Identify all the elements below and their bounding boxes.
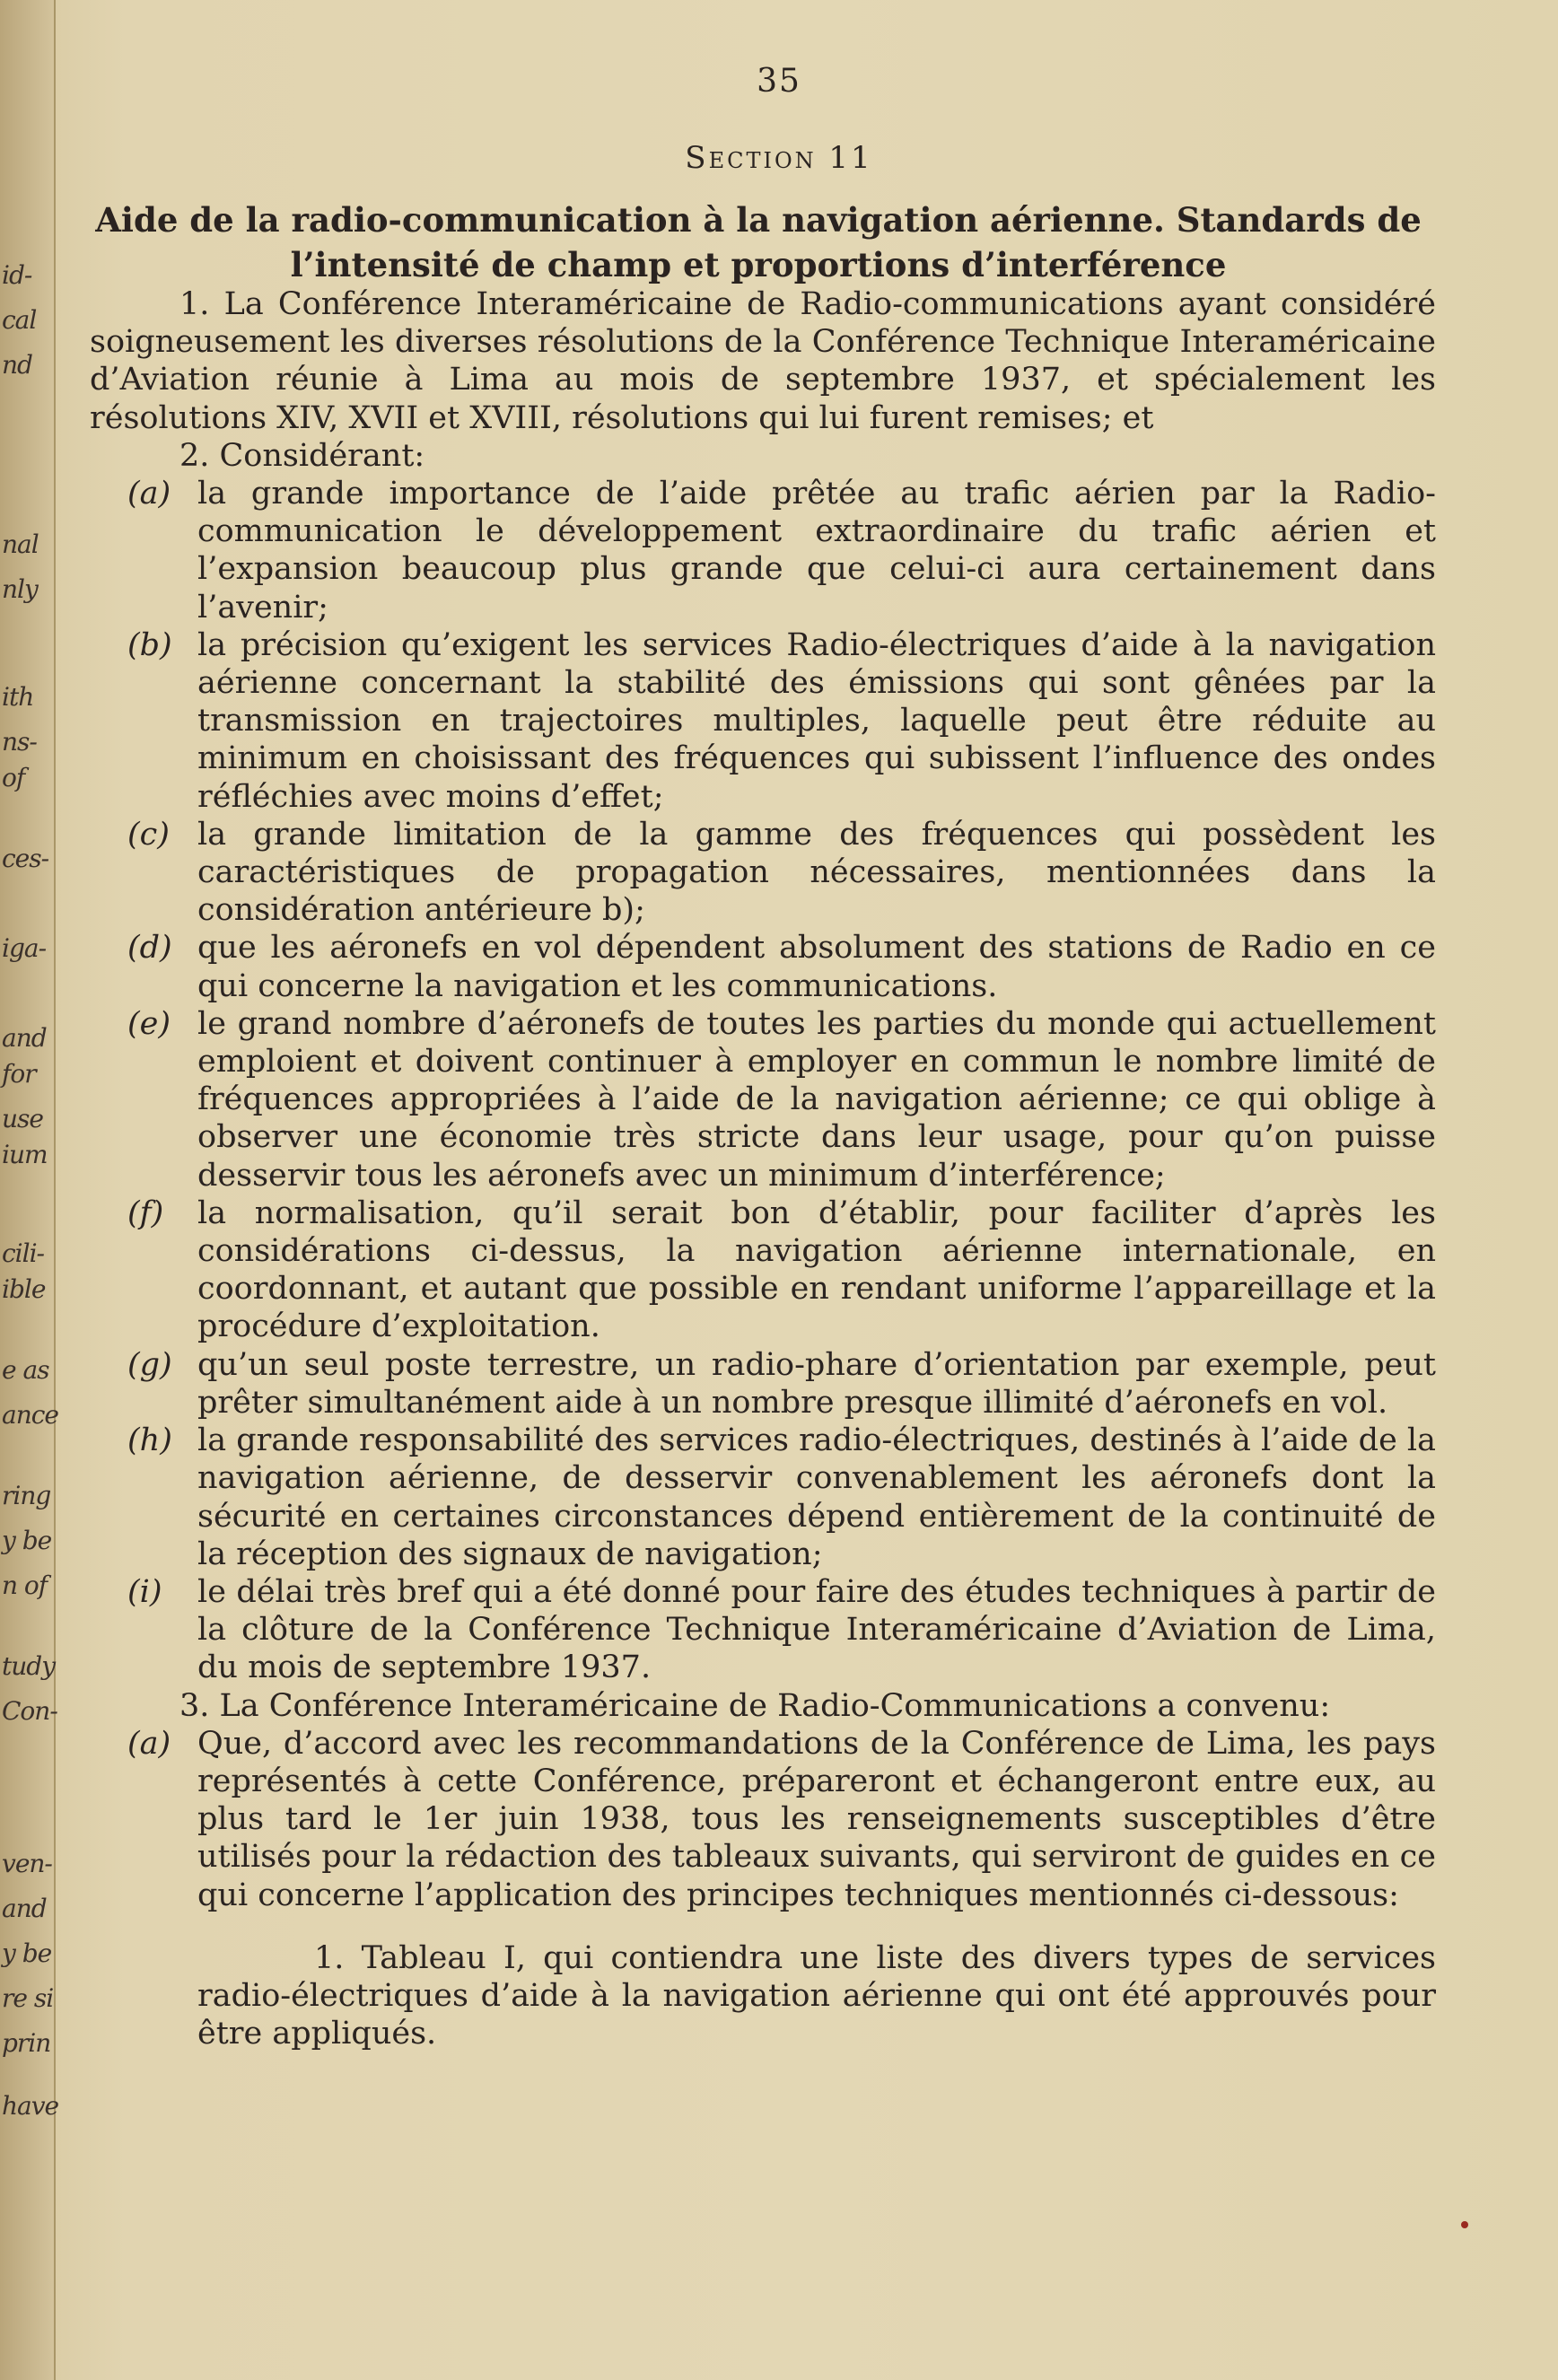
item-text: Que, d’accord avec les recommandations de la Conférence de Lima, les pays représentés à cette Conférence, prépareront et échangeront entre eux, au plus tard le 1er juin 1938, tous les renseignements susceptibles d’être utilisés pour la rédaction des tableaux suivants, qui serviront de guides en ce qui concerne l’application des principes techniques mentionnés ci-dessous:	[197, 1725, 1436, 1913]
margin-fragment: have	[2, 2091, 59, 2121]
margin-fragment: use	[2, 1104, 43, 1133]
margin-fragment: y be	[2, 1526, 52, 1555]
margin-fragment: of	[2, 763, 25, 792]
item-text: la normalisation, qu’il serait bon d’établir, pour faciliter d’après les considérations ci-dessus, la navigation aérienne internationale, en coordonnant, et autant que possible en rendant uniforme l’appareillage et la procédure d’exploitation.	[197, 1194, 1436, 1345]
document-body	[90, 285, 1436, 2052]
margin-fragment: nd	[2, 350, 32, 380]
margin-fragment: n of	[2, 1571, 48, 1600]
consideration-e	[90, 1005, 1436, 1194]
item-text: le délai très bref qui a été donné pour faire des études techniques à partir de la clôture de la Conférence Technique Interaméricaine d’Aviation de Lima, du mois de septembre 1937.	[197, 1573, 1436, 1686]
item-label: (f)	[127, 1194, 164, 1231]
margin-fragment: tudy	[2, 1651, 56, 1681]
margin-fragment: re si	[2, 1983, 54, 2013]
margin-fragment: ces-	[2, 844, 49, 873]
paragraph-1: 1. La Conférence Interaméricaine de Radio-communications ayant considéré soigneusement les diverses résolutions de la Conférence Technique Interaméricaine d’Aviation réunie à Lima au mois de septembre 1937, et spécialement les résolutions XIV, XVII et XVIII, résolutions qui lui furent remises; et	[90, 286, 1436, 436]
item-text: la grande responsabilité des services radio-électriques, destinés à l’aide de la navigation aérienne, de desservir convenablement les aéronefs dont la sécurité en certaines circonstances dépend entièrement de la continuité de la réception des signaux de navigation;	[197, 1422, 1436, 1572]
consideration-i	[90, 1573, 1436, 1687]
item-label: (b)	[127, 626, 172, 663]
margin-fragment: ible	[2, 1274, 46, 1304]
consideration-f	[90, 1194, 1436, 1346]
margin-fragment: cili-	[2, 1238, 45, 1268]
section-heading: Aide de la radio-communication à la navigation aérienne. Standards de l’intensité de champ et proportions d’interférence	[95, 200, 1422, 284]
margin-fragment: ith	[2, 682, 34, 712]
margin-fragment: ven-	[2, 1849, 52, 1878]
margin-fragment: for	[2, 1059, 36, 1089]
adjacent-page-edge	[0, 0, 59, 2380]
consideration-g	[90, 1346, 1436, 1422]
margin-fragment: and	[2, 1023, 47, 1053]
consideration-h	[90, 1422, 1436, 1573]
margin-fragment: ance	[2, 1400, 58, 1430]
margin-fragment: e as	[2, 1355, 49, 1385]
item-label: (d)	[127, 930, 172, 967]
item-text: la précision qu’exigent les services Radio-électriques d’aide à la navigation aérienne concernant la stabilité des émissions qui sont gênées par la transmission en trajectoires multiples, laquelle peut être réduite au minimum en choisissant des fréquences qui subissent l’influence des ondes réfléchies avec moins d’effet;	[197, 626, 1436, 815]
margin-fragment: ring	[2, 1481, 51, 1510]
margin-fragment: ns-	[2, 727, 37, 757]
agreement-a	[90, 1725, 1436, 1914]
item-label: (g)	[127, 1346, 172, 1383]
paragraph-3: 3. La Conférence Interaméricaine de Radio-Communications a convenu:	[179, 1687, 1331, 1724]
item-text: que les aéronefs en vol dépendent absolument des stations de Radio en ce qui concerne la navigation et les communications.	[197, 930, 1436, 1004]
item-label: (i)	[127, 1573, 162, 1610]
consideration-b	[90, 626, 1436, 816]
item-label: (e)	[127, 1005, 171, 1042]
paragraph-2: 2. Considérant:	[179, 437, 425, 474]
margin-fragment: Con-	[2, 1696, 57, 1726]
section-title: Section 11	[685, 140, 873, 176]
margin-fragment: cal	[2, 305, 37, 335]
margin-fragment: ium	[2, 1140, 48, 1169]
item-label: (h)	[127, 1422, 172, 1459]
item-label: (a)	[127, 476, 171, 512]
margin-fragment: iga-	[2, 933, 47, 963]
margin-fragment: id-	[2, 260, 32, 290]
consideration-d	[90, 929, 1436, 1004]
table-item-1: 1. Tableau I, qui contiendra une liste des divers types de services radio-électriques d’aide à la navigation aérienne qui ont été approuvés pour être appliqués.	[197, 1939, 1436, 2052]
item-text: le grand nombre d’aéronefs de toutes les parties du monde qui actuellement emploient et doivent continuer à employer en commun le nombre limité de fréquences appropriées à l’aide de la navigation aérienne; ce qui oblige à observer une économie très stricte dans leur usage, pour qu’on puisse desservir tous les aéronefs avec un minimum d’interférence;	[197, 1005, 1436, 1194]
item-label: (c)	[127, 816, 170, 853]
item-label: (a)	[127, 1725, 171, 1762]
item-text: qu’un seul poste terrestre, un radio-phare d’orientation par exemple, peut prêter simultanément aide à un nombre presque illimité d’aéronefs en vol.	[197, 1346, 1436, 1421]
item-text: la grande limitation de la gamme des fréquences qui possèdent les caractéristiques de propagation nécessaires, mentionnées dans la considération antérieure b);	[197, 816, 1436, 929]
margin-fragment: and	[2, 1894, 47, 1923]
margin-fragment: prin	[2, 2028, 51, 2058]
margin-fragment: nly	[2, 574, 38, 604]
item-text: la grande importance de l’aide prêtée au trafic aérien par la Radio-communication le développement extraordinaire du trafic aérien et l’expansion beaucoup plus grande que celui-ci aura certainement dans l’avenir;	[197, 476, 1436, 626]
page-number: 35	[757, 63, 801, 100]
consideration-c	[90, 816, 1436, 930]
margin-fragment: y be	[2, 1938, 52, 1968]
consideration-a	[90, 475, 1436, 626]
ink-dot	[1461, 2221, 1468, 2228]
margin-fragment: nal	[2, 529, 39, 559]
